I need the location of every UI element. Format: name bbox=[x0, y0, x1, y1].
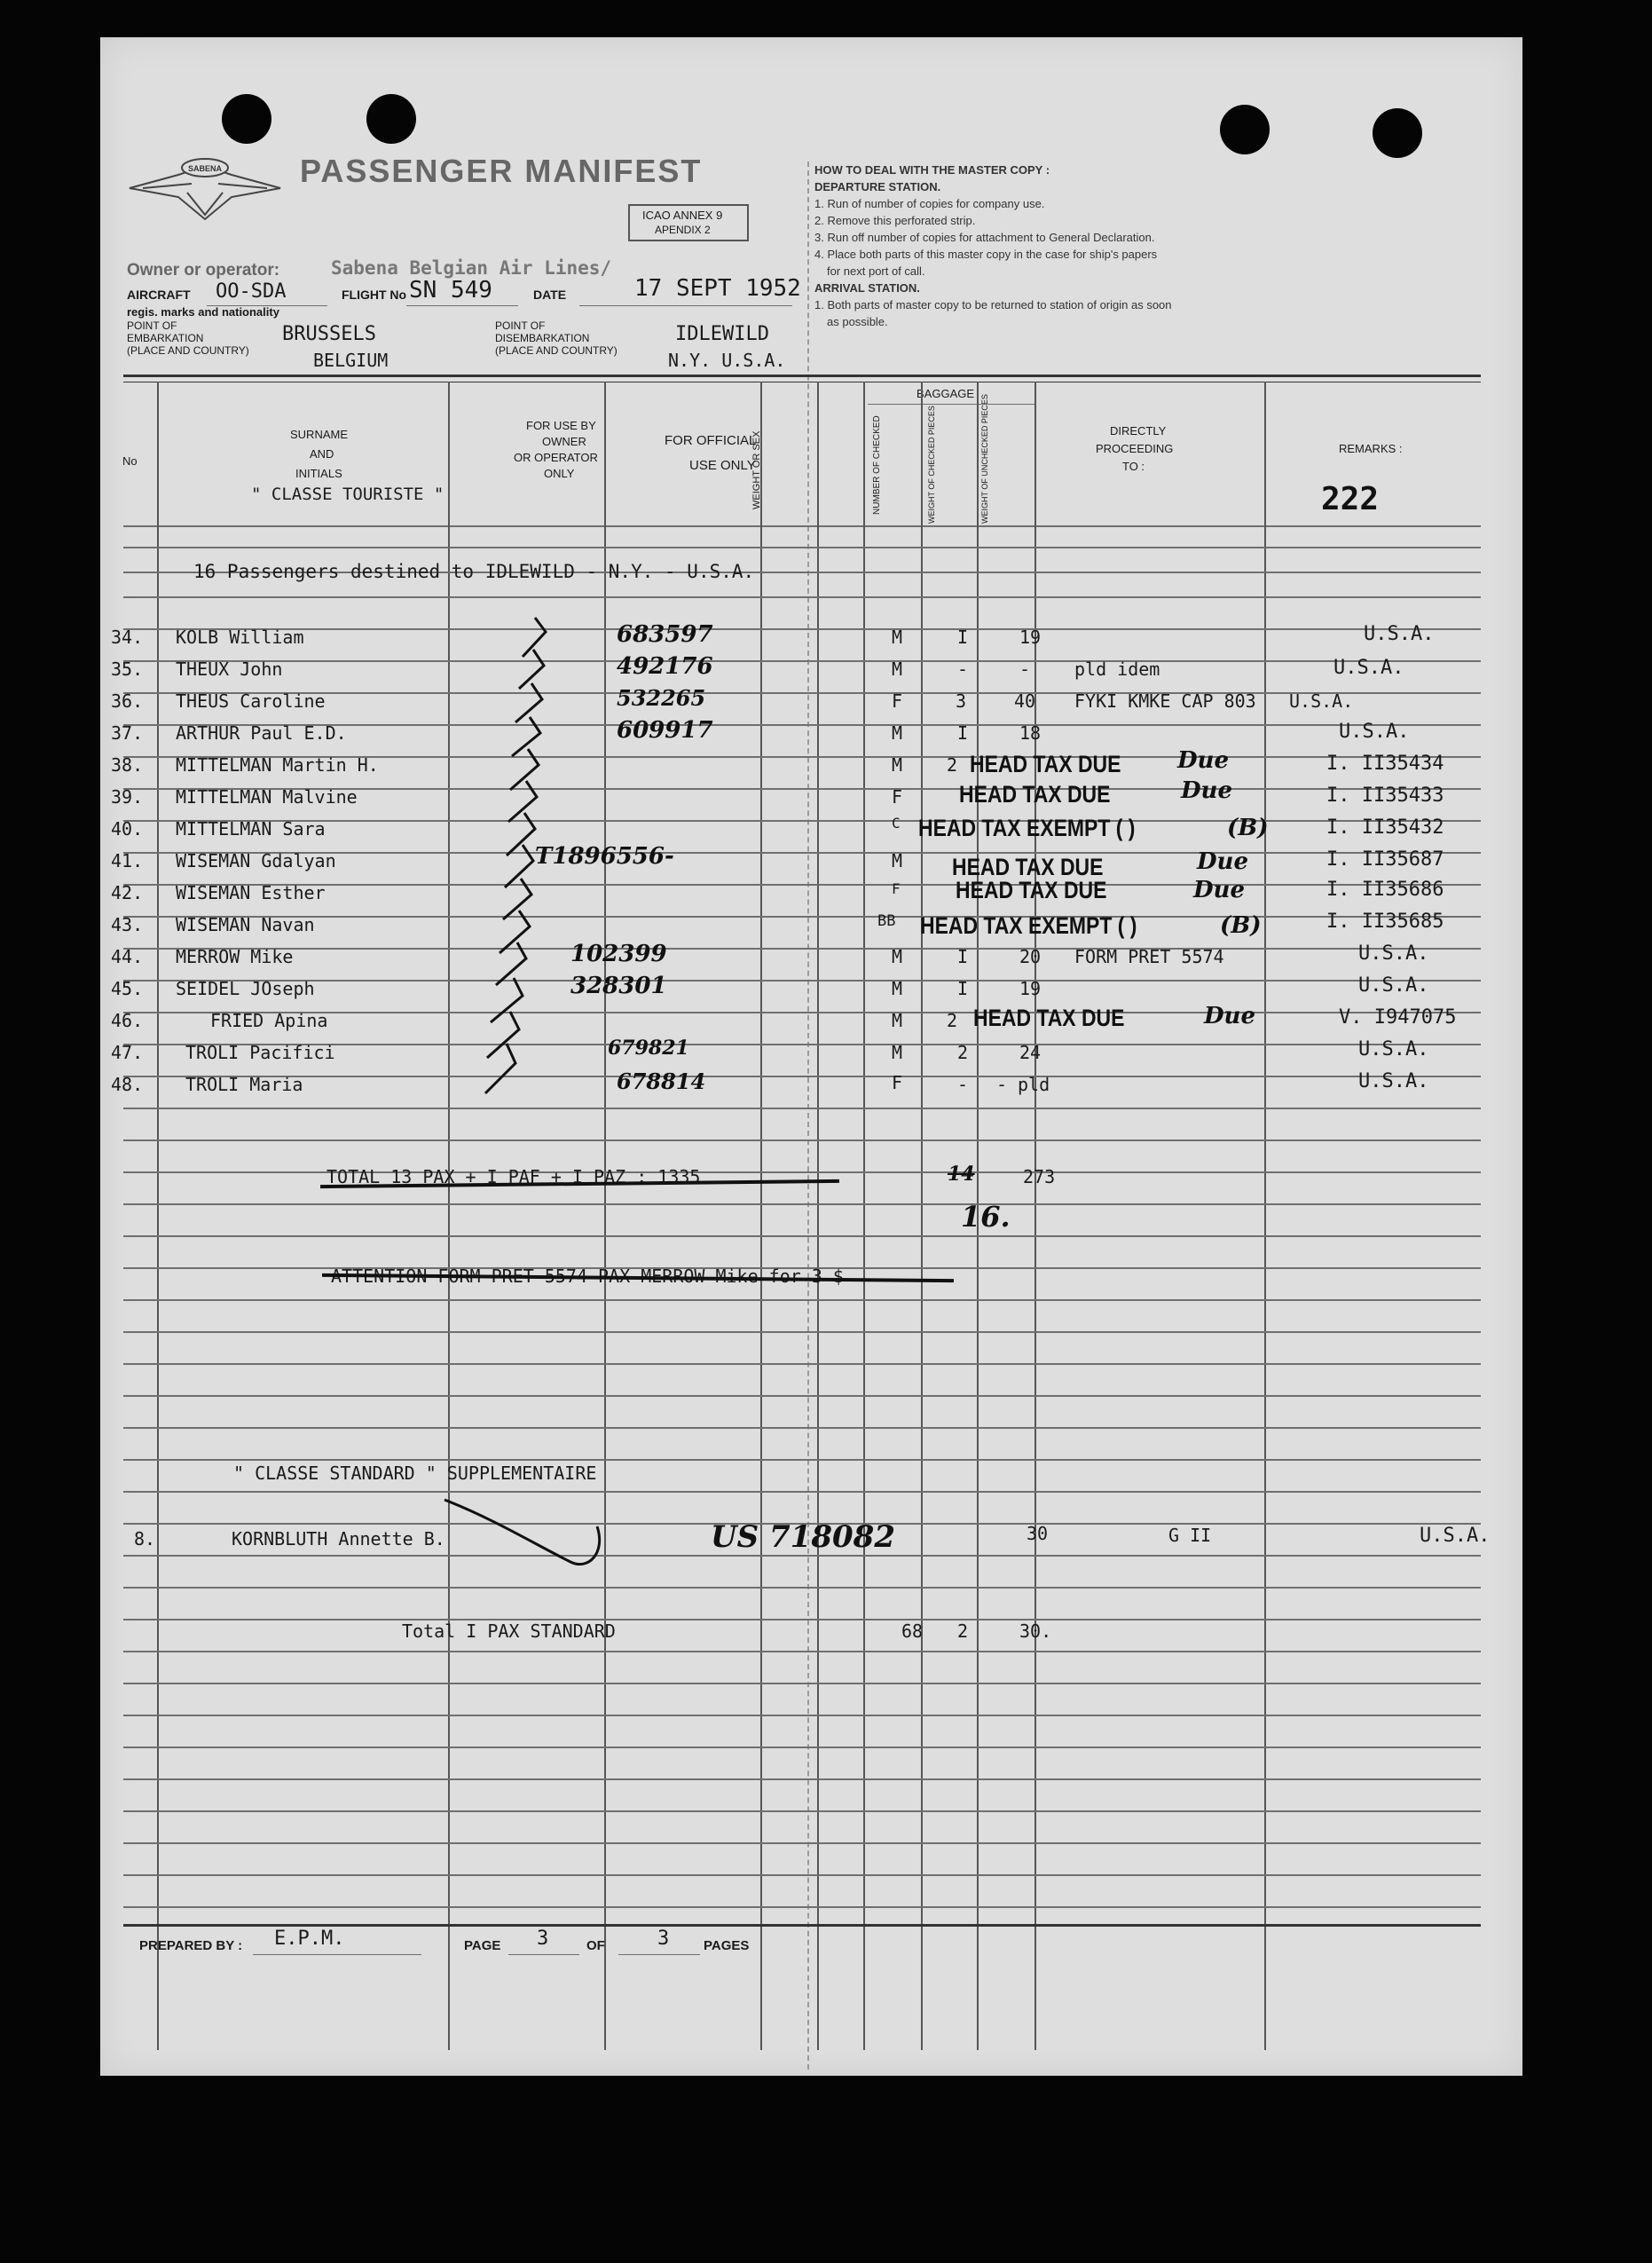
flight-label: FLIGHT No bbox=[342, 288, 407, 302]
passenger-name: THEUS Caroline bbox=[176, 690, 326, 712]
passenger-weight: - bbox=[996, 1074, 1008, 1095]
due-note: Due bbox=[1204, 1003, 1255, 1029]
passenger-pieces: 2 bbox=[947, 754, 958, 776]
icao-line2: APENDIX 2 bbox=[655, 224, 711, 236]
owner-label: Owner or operator: bbox=[127, 261, 280, 280]
passenger-remarks: U.S.A. bbox=[1364, 623, 1435, 645]
passenger-no: 46. bbox=[111, 1010, 144, 1031]
page-number: 222 bbox=[1321, 481, 1380, 517]
tourist-pieces-corrected: 16. bbox=[961, 1200, 1011, 1234]
instruction-line: as possible. bbox=[827, 315, 888, 328]
passenger-name: TROLI Maria bbox=[185, 1074, 303, 1095]
col-baggage: BAGGAGE bbox=[916, 387, 975, 400]
passenger-sex: F bbox=[892, 880, 901, 897]
instruction-line: 1. Run of number of copies for company use. bbox=[814, 197, 1045, 210]
check-mark-icon bbox=[505, 845, 533, 887]
passenger-remarks: U.S.A. bbox=[1358, 942, 1429, 965]
tourist-pieces: 14 bbox=[948, 1163, 975, 1186]
passenger-sex: M bbox=[892, 754, 903, 776]
punch-hole bbox=[222, 94, 271, 144]
passenger-no: 41. bbox=[111, 850, 144, 871]
passenger-pieces: I bbox=[957, 627, 969, 648]
head-tax-stamp: HEAD TAX DUE bbox=[973, 1005, 1125, 1031]
passenger-sex: M bbox=[892, 658, 903, 680]
page-label: PAGE bbox=[464, 1938, 501, 1953]
col-owner-use: OWNER bbox=[542, 435, 586, 448]
prepared-value: E.P.M. bbox=[274, 1928, 345, 1950]
col-proceed: PROCEEDING bbox=[1096, 442, 1174, 455]
passenger-sex: M bbox=[892, 946, 903, 967]
passenger-pieces: - bbox=[957, 658, 969, 680]
col-owner-use: FOR USE BY bbox=[526, 419, 596, 432]
passenger-pieces: I bbox=[957, 722, 969, 744]
owner-value: Sabena Belgian Air Lines/ bbox=[331, 257, 612, 279]
page-value: 3 bbox=[537, 1928, 549, 1950]
passenger-remarks: U.S.A. bbox=[1289, 690, 1354, 712]
punch-hole bbox=[1373, 108, 1422, 158]
passenger-no: 36. bbox=[111, 690, 144, 712]
instruction-line: ARRIVAL STATION. bbox=[814, 281, 920, 295]
passenger-no: 42. bbox=[111, 882, 144, 903]
passenger-remarks: U.S.A. bbox=[1358, 1070, 1429, 1092]
instruction-line: 2. Remove this perforated strip. bbox=[814, 214, 976, 227]
passenger-remarks: U.S.A. bbox=[1358, 1038, 1429, 1061]
passenger-sex: F bbox=[892, 786, 903, 808]
passenger-no: 48. bbox=[111, 1074, 144, 1095]
row-rule bbox=[123, 1683, 1481, 1684]
punch-hole bbox=[366, 94, 416, 144]
passenger-name: MERROW Mike bbox=[176, 946, 294, 967]
passenger-proceeding: G II bbox=[1168, 1525, 1212, 1546]
disembark-label2: DISEMBARKATION bbox=[495, 332, 590, 344]
icao-line1: ICAO ANNEX 9 bbox=[642, 209, 723, 222]
instruction-line: 4. Place both parts of this master copy in the case for ship's papers bbox=[814, 248, 1158, 261]
row-rule bbox=[123, 1906, 1481, 1908]
row-rule bbox=[123, 1842, 1481, 1844]
row-rule bbox=[123, 1395, 1481, 1397]
passenger-proceeding: FYKI KMKE CAP 803 bbox=[1074, 690, 1256, 712]
row-rule bbox=[123, 596, 1481, 598]
perforation-line bbox=[807, 162, 809, 2070]
row-rule bbox=[123, 884, 1481, 886]
check-mark-icon bbox=[485, 1044, 515, 1093]
sabena-logo bbox=[125, 148, 285, 228]
passenger-name: TROLI Pacifici bbox=[185, 1042, 335, 1063]
passenger-number-handwritten: T1896556- bbox=[535, 843, 674, 870]
passenger-no: 40. bbox=[111, 818, 144, 840]
passenger-remarks: I. II35434 bbox=[1326, 753, 1444, 775]
passenger-no: 39. bbox=[111, 786, 144, 808]
row-rule bbox=[123, 1108, 1481, 1109]
flight-value: SN 549 bbox=[409, 277, 492, 304]
head-tax-stamp: HEAD TAX EXEMPT ( ) bbox=[920, 912, 1137, 939]
passenger-proceeding: FORM PRET 5574 bbox=[1074, 946, 1224, 967]
passenger-no: 45. bbox=[111, 978, 144, 999]
row-rule bbox=[123, 1619, 1481, 1620]
row-rule bbox=[123, 1139, 1481, 1141]
passenger-pieces: 3 bbox=[956, 690, 967, 712]
row-rule bbox=[123, 692, 1481, 694]
head-tax-stamp: HEAD TAX DUE bbox=[970, 751, 1121, 777]
col-proceed: TO : bbox=[1122, 460, 1145, 473]
instruction-line: DEPARTURE STATION. bbox=[814, 180, 941, 193]
passenger-sex: M bbox=[892, 722, 903, 744]
passenger-sex: M bbox=[892, 850, 903, 871]
date-value: 17 SEPT 1952 bbox=[634, 275, 801, 302]
row-rule bbox=[123, 1299, 1481, 1301]
row-rule bbox=[123, 1491, 1481, 1493]
col-owner-use: OR OPERATOR bbox=[514, 451, 598, 464]
embark-label3: (PLACE AND COUNTRY) bbox=[127, 344, 249, 357]
row-rule bbox=[123, 820, 1481, 822]
passenger-number-handwritten: 683597 bbox=[617, 621, 713, 648]
passenger-number-handwritten: 492176 bbox=[617, 653, 713, 680]
passenger-number-handwritten: 679821 bbox=[608, 1037, 689, 1060]
b-note: (B) bbox=[1227, 815, 1269, 841]
passenger-name: WISEMAN Navan bbox=[176, 914, 315, 935]
passenger-weight: 19 bbox=[1019, 978, 1042, 999]
passenger-proceeding: pld idem bbox=[1074, 658, 1160, 680]
standard-total-pcs: 2 bbox=[957, 1620, 969, 1642]
passenger-sex: BB bbox=[877, 912, 896, 930]
col-remarks: REMARKS : bbox=[1339, 442, 1403, 455]
b-note: (B) bbox=[1220, 912, 1262, 939]
disembark-label1: POINT OF bbox=[495, 319, 546, 332]
passenger-pieces: I bbox=[957, 978, 969, 999]
check-mark-icon bbox=[487, 1012, 519, 1058]
row-rule bbox=[123, 1076, 1481, 1077]
check-mark-icon bbox=[491, 978, 523, 1022]
passenger-number-handwritten: 102399 bbox=[570, 941, 667, 967]
passenger-number-handwritten: US 718082 bbox=[711, 1519, 895, 1555]
pages-label: PAGES bbox=[704, 1938, 750, 1953]
passenger-remarks: I. II35433 bbox=[1326, 785, 1444, 807]
passenger-name: FRIED Apina bbox=[210, 1010, 328, 1031]
passenger-no: 8. bbox=[134, 1528, 156, 1549]
regis-label: regis. marks and nationality bbox=[127, 305, 279, 319]
icao-box bbox=[628, 204, 749, 241]
passenger-number-handwritten: 609917 bbox=[617, 717, 713, 744]
row-rule bbox=[123, 547, 1481, 548]
destined-line: 16 Passengers destined to IDLEWILD - N.Y. - U.S.A. bbox=[193, 561, 755, 582]
passenger-name: ARTHUR Paul E.D. bbox=[176, 722, 347, 744]
head-tax-stamp: HEAD TAX DUE bbox=[959, 781, 1111, 808]
passenger-remarks: I. II35432 bbox=[1326, 816, 1444, 839]
check-mark-icon bbox=[496, 942, 526, 985]
passenger-weight: 40 bbox=[1014, 690, 1036, 712]
row-rule bbox=[123, 1427, 1481, 1429]
passenger-remarks: U.S.A. bbox=[1358, 974, 1429, 997]
col-checked-num: NUMBER OF CHECKED bbox=[872, 415, 882, 515]
col-no: No bbox=[122, 454, 138, 468]
handwritten-stroke bbox=[437, 1491, 615, 1589]
passenger-weight: 20 bbox=[1019, 946, 1042, 967]
class-tourist-label: " CLASSE TOURISTE " bbox=[251, 485, 444, 504]
passenger-name: SEIDEL JOseph bbox=[176, 978, 315, 999]
embark-country: BELGIUM bbox=[313, 350, 389, 371]
standard-total: Total I PAX STANDARD bbox=[402, 1620, 616, 1642]
disembark-country: N.Y. U.S.A. bbox=[668, 350, 786, 371]
due-note: Due bbox=[1197, 848, 1248, 875]
passenger-name: WISEMAN Gdalyan bbox=[176, 850, 336, 871]
aircraft-label: AIRCRAFT bbox=[127, 288, 191, 302]
check-marks bbox=[437, 614, 562, 1120]
passenger-pieces: 2 bbox=[957, 1042, 969, 1063]
embark-place: BRUSSELS bbox=[282, 323, 376, 345]
logo-text: SABENA bbox=[187, 164, 223, 173]
passenger-name: KORNBLUTH Annette B. bbox=[232, 1528, 445, 1549]
tourist-weight: 273 bbox=[1023, 1166, 1056, 1187]
embark-label1: POINT OF bbox=[127, 319, 177, 332]
passenger-sex: M bbox=[892, 1042, 903, 1063]
col-surname: SURNAME bbox=[290, 428, 349, 441]
row-rule bbox=[123, 660, 1481, 662]
passenger-no: 44. bbox=[111, 946, 144, 967]
instruction-line: for next port of call. bbox=[827, 264, 925, 278]
prepared-label: PREPARED BY : bbox=[139, 1938, 243, 1953]
standard-heading: " CLASSE STANDARD " SUPPLEMENTAIRE bbox=[233, 1463, 597, 1484]
passenger-remarks: I. II35687 bbox=[1326, 848, 1444, 871]
passenger-no: 43. bbox=[111, 914, 144, 935]
passenger-weight: 30 bbox=[1027, 1523, 1049, 1544]
passenger-sex: M bbox=[892, 978, 903, 999]
passenger-pieces: - bbox=[957, 1074, 969, 1095]
instruction-line: 3. Run off number of copies for attachment to General Declaration. bbox=[814, 231, 1155, 244]
passenger-name: MITTELMAN Malvine bbox=[176, 786, 358, 808]
passenger-remarks: I. II35685 bbox=[1326, 911, 1444, 933]
embark-label2: EMBARKATION bbox=[127, 332, 204, 344]
row-rule bbox=[123, 916, 1481, 918]
head-tax-stamp: HEAD TAX DUE bbox=[956, 877, 1107, 903]
row-rule bbox=[123, 1810, 1481, 1812]
passenger-sex: M bbox=[892, 627, 903, 648]
col-proceed: DIRECTLY bbox=[1110, 424, 1167, 438]
passenger-weight: 18 bbox=[1019, 722, 1042, 744]
passenger-name: MITTELMAN Martin H. bbox=[176, 754, 379, 776]
row-rule bbox=[123, 1587, 1481, 1589]
row-rule bbox=[123, 1203, 1481, 1205]
passenger-remarks: I. II35686 bbox=[1326, 879, 1444, 901]
row-rule bbox=[123, 948, 1481, 950]
passenger-number-handwritten: 678814 bbox=[617, 1068, 706, 1094]
standard-total-wt: 30. bbox=[1019, 1620, 1052, 1642]
instructions bbox=[814, 162, 1172, 330]
page-title: PASSENGER MANIFEST bbox=[300, 153, 703, 189]
row-rule bbox=[123, 1651, 1481, 1652]
passenger-name: WISEMAN Esther bbox=[176, 882, 326, 903]
passenger-proceeding: pld bbox=[1018, 1074, 1050, 1095]
passenger-remarks: V. I947075 bbox=[1339, 1006, 1457, 1029]
passenger-name: MITTELMAN Sara bbox=[176, 818, 326, 840]
row-rule bbox=[123, 1747, 1481, 1748]
passenger-name: THEUX John bbox=[176, 658, 283, 680]
due-note: Due bbox=[1181, 777, 1232, 804]
col-official: FOR OFFICIAL bbox=[665, 433, 757, 448]
row-rule bbox=[123, 628, 1481, 630]
due-note: Due bbox=[1193, 877, 1245, 903]
disembark-place: IDLEWILD bbox=[675, 323, 769, 345]
passenger-weight: - bbox=[1019, 658, 1031, 680]
of-value: 3 bbox=[657, 1928, 670, 1950]
passenger-pieces: I bbox=[957, 946, 969, 967]
of-label: OF bbox=[586, 1938, 605, 1953]
passenger-no: 38. bbox=[111, 754, 144, 776]
col-unchecked-wt: WEIGHT OF UNCHECKED PIECES bbox=[980, 394, 989, 524]
check-mark-icon bbox=[515, 683, 542, 722]
col-surname: INITIALS bbox=[295, 467, 342, 480]
passenger-remarks: U.S.A. bbox=[1339, 721, 1410, 743]
row-rule bbox=[123, 1331, 1481, 1333]
col-surname: AND bbox=[310, 447, 334, 461]
passenger-remarks: U.S.A. bbox=[1333, 657, 1404, 679]
col-owner-use: ONLY bbox=[544, 467, 575, 480]
attention-line: ATTENTION FORM PRET 5574 PAX MERROW Mike for 3 $ bbox=[331, 1266, 844, 1287]
passenger-number-handwritten: 328301 bbox=[570, 973, 667, 999]
passenger-remarks: U.S.A. bbox=[1420, 1525, 1491, 1547]
passenger-weight: 19 bbox=[1019, 627, 1042, 648]
head-tax-stamp: HEAD TAX EXEMPT ( ) bbox=[918, 815, 1136, 841]
col-checked-wt: WEIGHT OF CHECKED PIECES bbox=[927, 406, 936, 524]
passenger-sex: F bbox=[892, 690, 903, 712]
instruction-line: 1. Both parts of master copy to be returned to station of origin as soon bbox=[814, 298, 1172, 311]
passenger-sex: C bbox=[892, 815, 901, 832]
date-label: DATE bbox=[533, 288, 567, 302]
passenger-weight: 24 bbox=[1019, 1042, 1042, 1063]
head-tax-stamp: HEAD TAX DUE bbox=[952, 854, 1104, 880]
passenger-no: 37. bbox=[111, 722, 144, 744]
row-rule bbox=[123, 1555, 1481, 1557]
tourist-total: TOTAL 13 PAX + I PAF + I PAZ : 1335 bbox=[326, 1166, 701, 1187]
passenger-no: 34. bbox=[111, 627, 144, 648]
punch-hole bbox=[1220, 105, 1270, 154]
passenger-no: 35. bbox=[111, 658, 144, 680]
disembark-label3: (PLACE AND COUNTRY) bbox=[495, 344, 618, 357]
row-rule bbox=[123, 1363, 1481, 1365]
row-rule bbox=[123, 980, 1481, 982]
passenger-number-handwritten: 532265 bbox=[617, 685, 706, 711]
col-official: USE ONLY bbox=[689, 458, 756, 473]
standard-total-kg: 68 bbox=[901, 1620, 924, 1642]
instruction-line: HOW TO DEAL WITH THE MASTER COPY : bbox=[814, 163, 1050, 177]
passenger-sex: M bbox=[892, 1010, 903, 1031]
row-rule bbox=[123, 1715, 1481, 1716]
passenger-no: 47. bbox=[111, 1042, 144, 1063]
row-rule bbox=[123, 1235, 1481, 1237]
row-rule bbox=[123, 1778, 1481, 1780]
row-rule bbox=[123, 1874, 1481, 1876]
due-note: Due bbox=[1177, 747, 1229, 774]
manifest-sheet bbox=[100, 37, 1522, 2076]
aircraft-value: OO-SDA bbox=[216, 280, 287, 303]
col-weight: WEIGHT OR SEX bbox=[751, 430, 762, 509]
passenger-sex: F bbox=[892, 1072, 903, 1093]
passenger-pieces: 2 bbox=[947, 1010, 958, 1031]
row-rule bbox=[123, 1459, 1481, 1461]
passenger-name: KOLB William bbox=[176, 627, 304, 648]
